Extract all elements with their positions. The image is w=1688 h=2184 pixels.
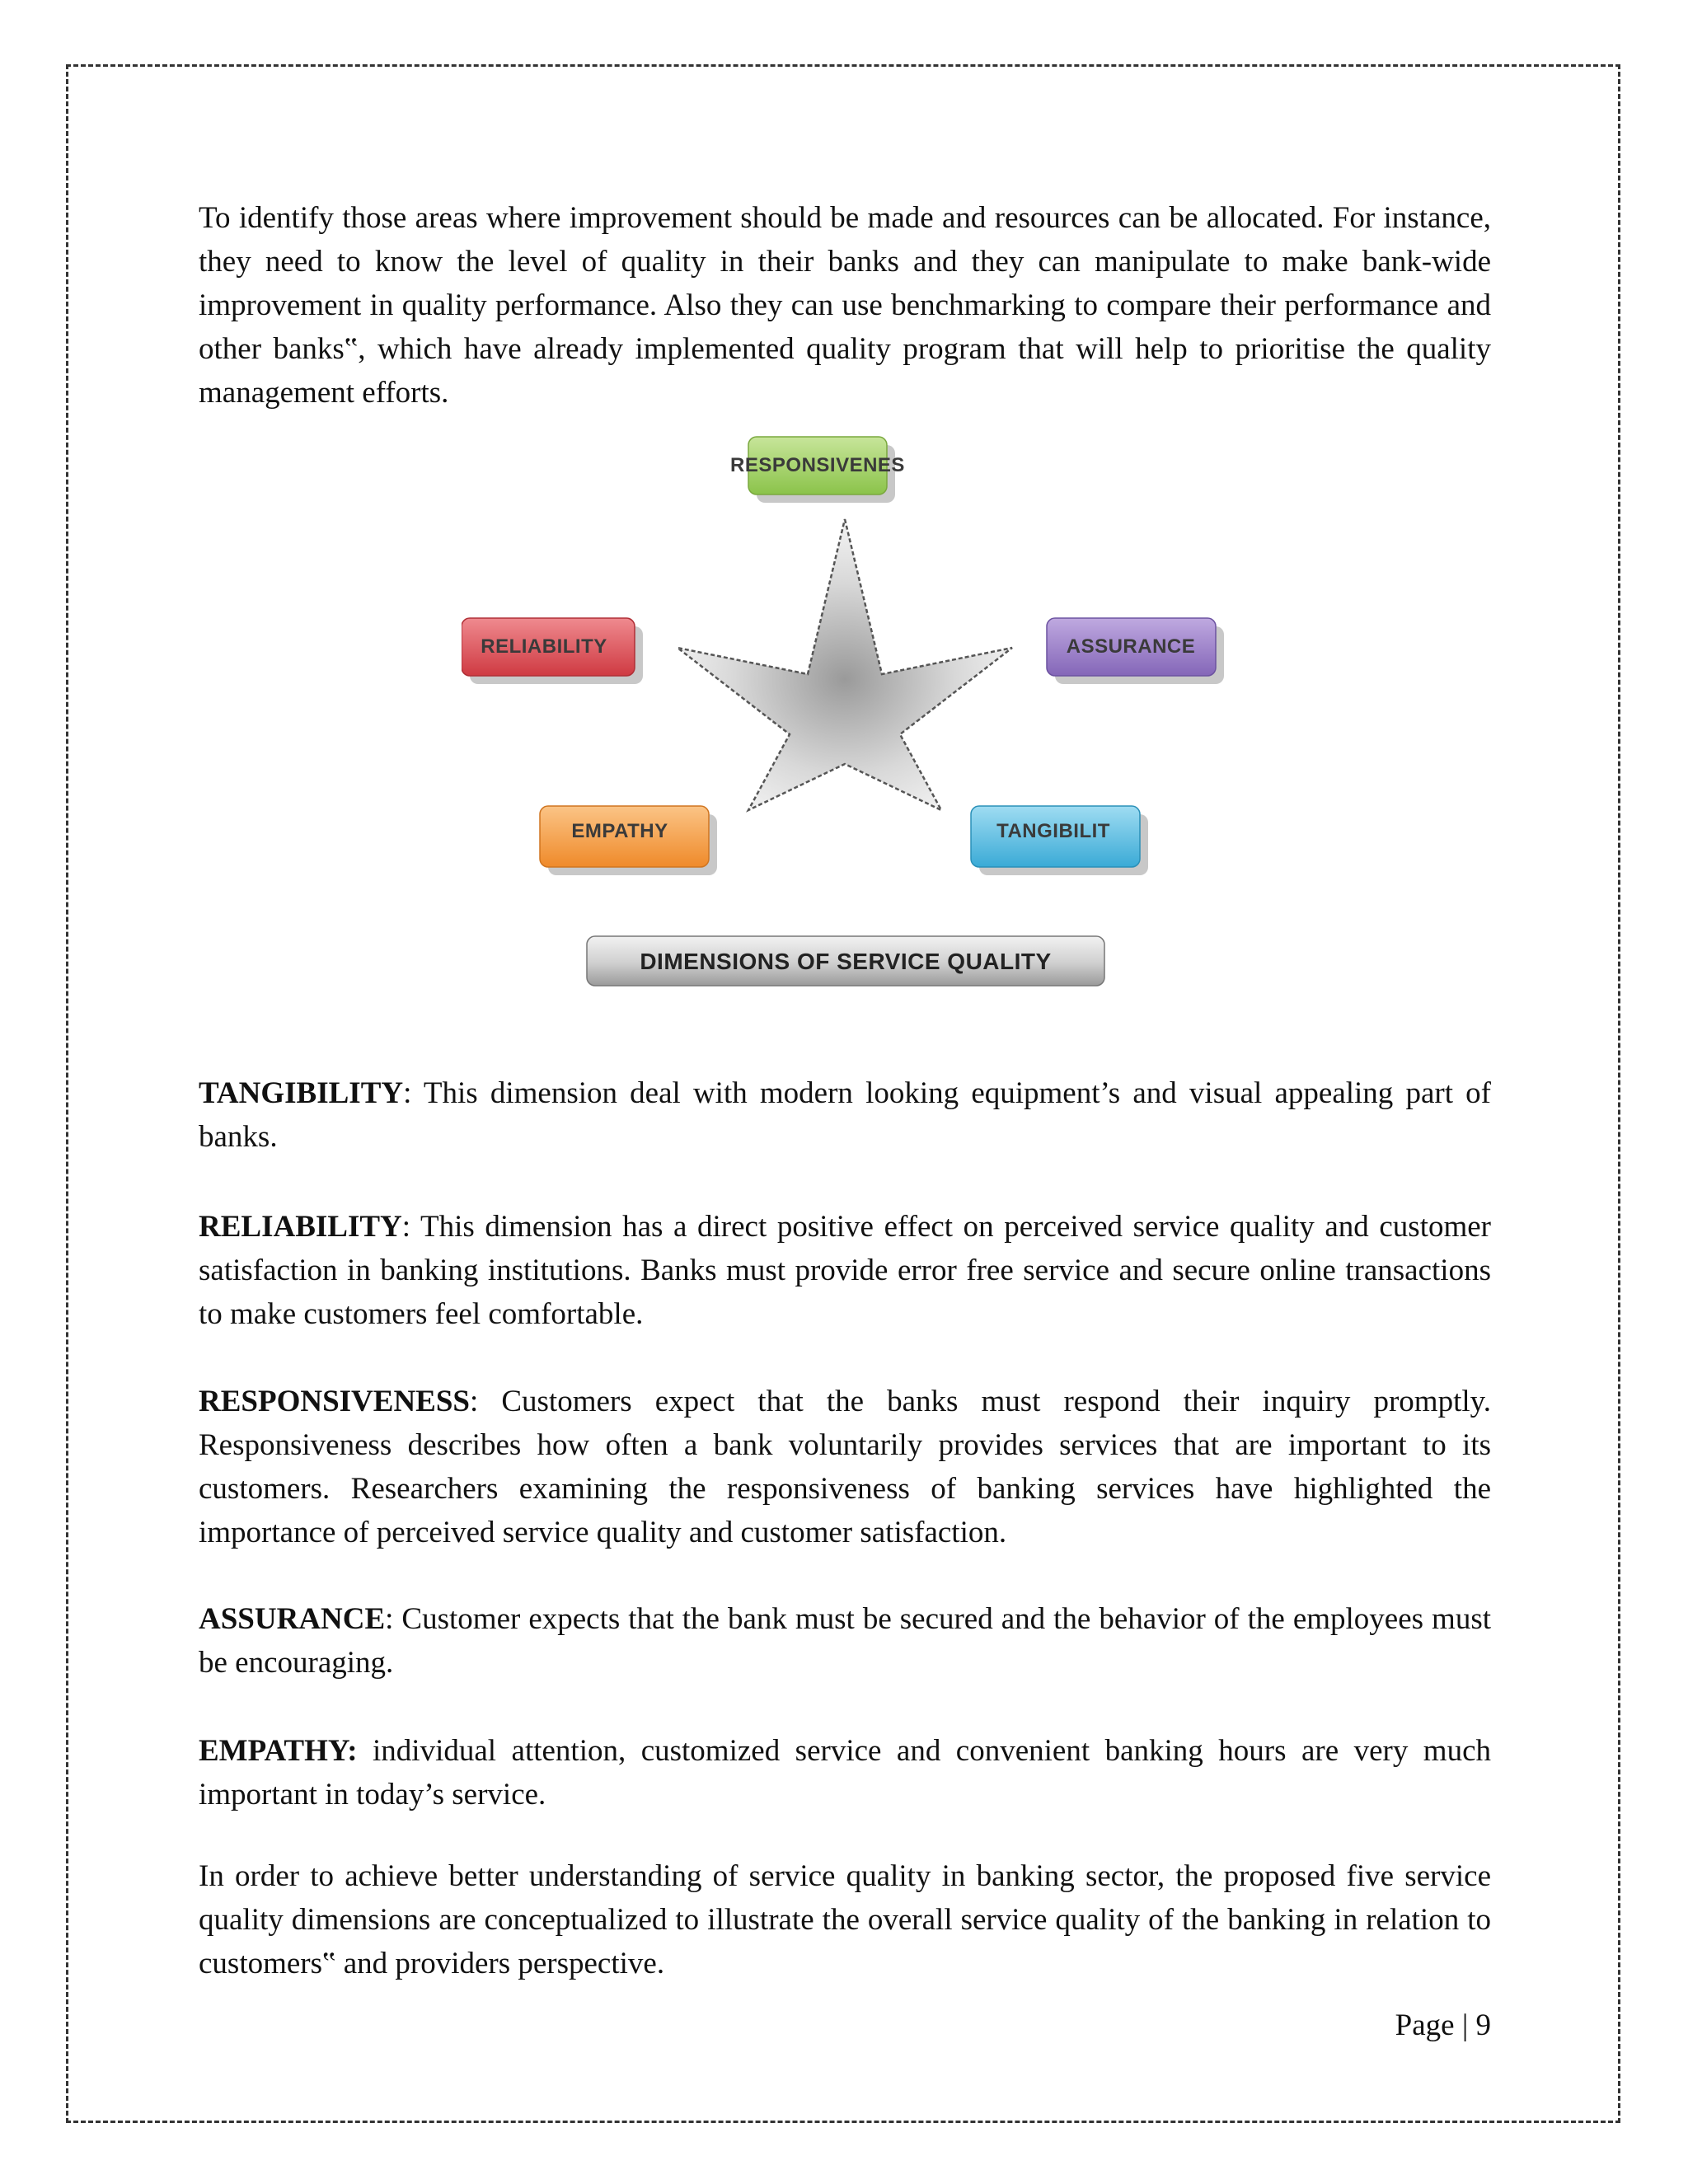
intro-paragraph	[199, 196, 1491, 415]
responsiveness-label: RESPONSIVENES	[730, 454, 905, 476]
assurance-box	[1047, 618, 1224, 684]
diagram-title	[587, 936, 1104, 986]
tangibility-label: TANGIBILIT	[996, 820, 1110, 842]
reliability-paragraph	[199, 1205, 1491, 1336]
reliability-text: : This dimension has a direct positive effect on perceived service quality and customer satisfaction in banking institutions. Banks must provide error free service and secure online transactions to make customers feel comfortable.	[199, 1210, 1491, 1331]
star-shape	[678, 519, 1012, 810]
tangibility-text: : This dimension deal with modern looking equipment’s and visual appealing part of banks.	[199, 1076, 1491, 1154]
responsiveness-paragraph	[199, 1380, 1491, 1554]
reliability-box	[462, 618, 643, 684]
service-quality-diagram	[462, 429, 1236, 997]
empathy-term: EMPATHY:	[199, 1734, 358, 1768]
page-number: Page | 9	[1395, 2008, 1491, 2042]
assurance-label: ASSURANCE	[1066, 635, 1196, 658]
diagram-title-text: DIMENSIONS OF SERVICE QUALITY	[640, 949, 1052, 974]
tangibility-box	[971, 806, 1148, 875]
responsiveness-term: RESPONSIVENESS	[199, 1385, 471, 1418]
empathy-paragraph	[199, 1729, 1491, 1816]
empathy-label: EMPATHY	[571, 820, 668, 842]
closing-text: In order to achieve better understanding of service quality in banking sector, the proposed five service quality dimensions are conceptualized to illustrate the overall service quality of the banking in relation to customers‟ and providers perspective.	[199, 1859, 1491, 1980]
responsiveness-box	[730, 437, 905, 503]
closing-paragraph	[199, 1854, 1491, 1985]
empathy-text: individual attention, customized service and convenient banking hours are very much important in today’s service.	[199, 1734, 1491, 1811]
tangibility-term: TANGIBILITY	[199, 1076, 404, 1110]
assurance-term: ASSURANCE	[199, 1602, 386, 1636]
reliability-term: RELIABILITY	[199, 1210, 402, 1244]
empathy-box	[540, 806, 717, 875]
assurance-text: : Customer expects that the bank must be secured and the behavior of the employees must be encouraging.	[199, 1602, 1491, 1680]
tangibility-paragraph	[199, 1071, 1491, 1159]
responsiveness-text: : Customers expect that the banks must respond their inquiry promptly. Responsiveness describes how often a bank voluntarily provides services that are important to its customers. Researchers examining the responsiveness of banking services have highlighted the importance of perceived service quality and customer satisfaction.	[199, 1385, 1491, 1549]
reliability-label: RELIABILITY	[481, 635, 607, 658]
intro-text: To identify those areas where improvement should be made and resources can be allocated. For instance, they need to know the level of quality in their banks and they can manipulate to make bank-wide improvement in quality performance. Also they can use benchmarking to compare their performance and other banks‟, which have already implemented quality program that will help to prioritise the quality management efforts.	[199, 201, 1491, 410]
assurance-paragraph	[199, 1597, 1491, 1685]
